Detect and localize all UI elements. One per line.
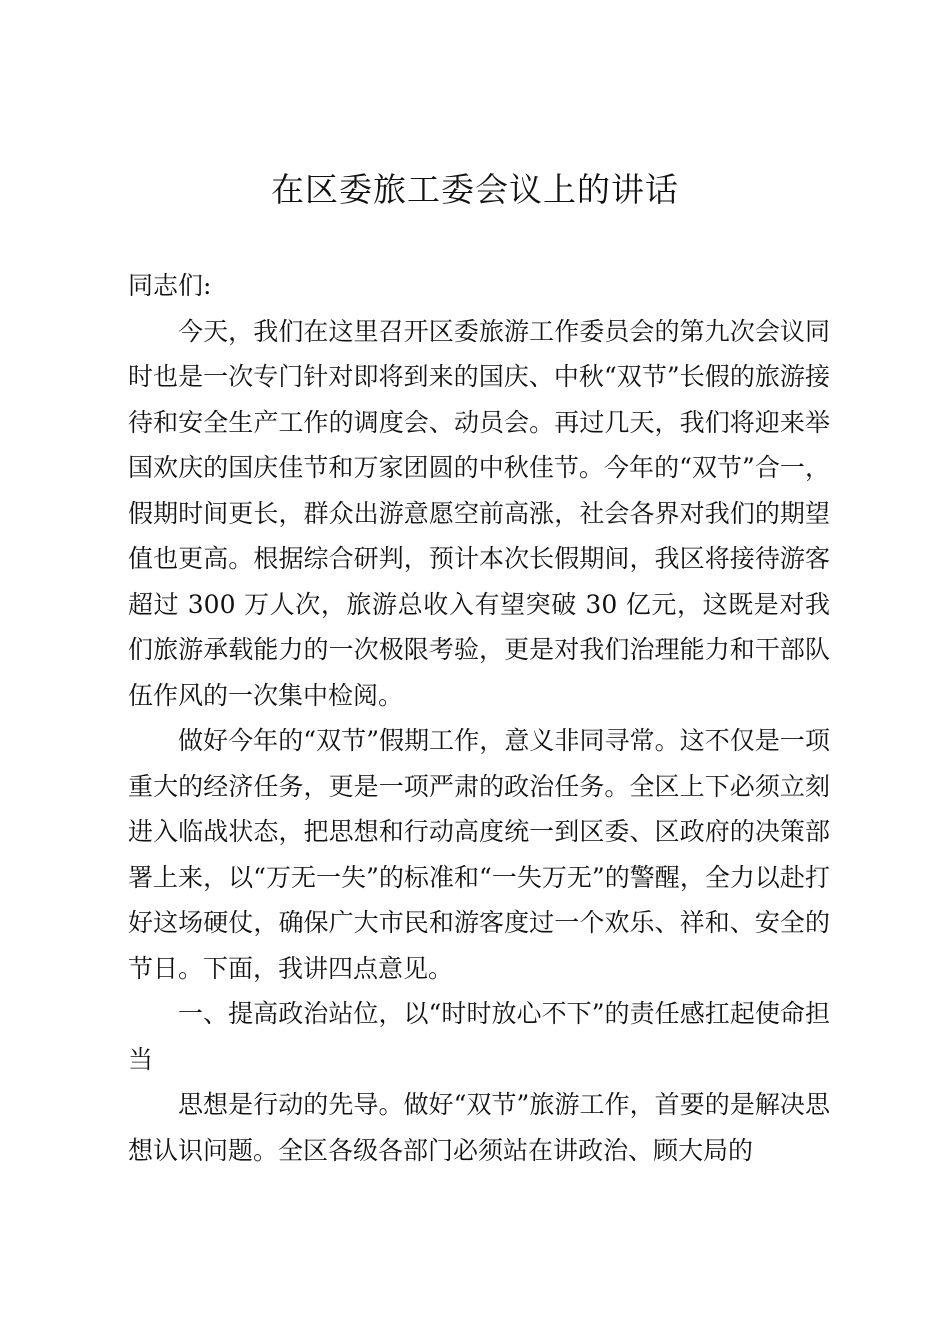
salutation: 同志们: xyxy=(128,271,212,300)
document-title: 在区委旅工委会议上的讲话 xyxy=(271,170,679,209)
paragraph-section-one: 思想是行动的先导。做好“双节”旅游工作，首要的是解决思想认识问题。全区各级各部门必须站在讲政治、顾大局的 xyxy=(128,1090,830,1165)
document-body xyxy=(128,263,830,1173)
section-heading-one: 一、提高政治站位，以“时时放心不下”的责任感扛起使命担当 xyxy=(128,999,830,1074)
paragraph-opening: 今天，我们在这里召开区委旅游工作委员会的第九次会议同时也是一次专门针对即将到来的国庆、中秋“双节”长假的旅游接待和安全生产工作的调度会、动员会。再过几天，我们将迎来举国欢庆的国庆佳节和万家团圆的中秋佳节。今年的“双节”合一，假期时间更长，群众出游意愿空前高涨，社会各界对我们的期望值也更高。根据综合研判，预计本次长假期间，我区将接待游客超过 300 万人次，旅游总收入有望突破 30 亿元，这既是对我们旅游承载能力的一次极限考验，更是对我们治理能力和干部队伍作风的一次集中检阅。 xyxy=(128,316,830,710)
paragraph-significance: 做好今年的“双节”假期工作，意义非同寻常。这不仅是一项重大的经济任务，更是一项严肃的政治任务。全区上下必须立刻进入临战状态，把思想和行动高度统一到区委、区政府的决策部署上来，以“万无一失”的标准和“一失万无”的警醒，全力以赴打好这场硬仗，确保广大市民和游客度过一个欢乐、祥和、安全的节日。下面，我讲四点意见。 xyxy=(128,726,830,983)
